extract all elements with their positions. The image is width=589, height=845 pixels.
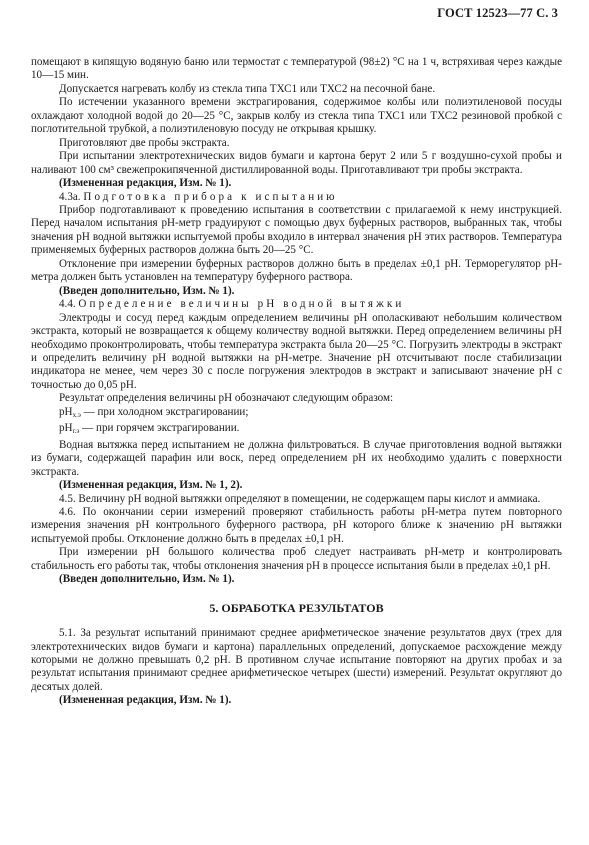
amendment-note: (Измененная редакция, Изм. № 1). [59, 177, 232, 190]
clause-heading-4-4 [31, 298, 562, 311]
paragraph: 4.6. По окончании серии измерений проверяют стабильность работы рН-метра путем повторного измерения значения рН контрольного буферного раствора, рН которого ближе к значению рН вытяжки испытуемой пробы. Отклонение должно быть в пределах ±0,1 рН. [31, 505, 562, 545]
paragraph: Отклонение при измерении буферных растворов должно быть в пределах ±0,1 рН. Терморегулятор рН-метра должен быть установлен на температуру буферного раствора. [31, 257, 562, 284]
document-body [31, 56, 562, 708]
clause-number: 4.4. [59, 298, 76, 311]
paragraph: Допускается нагревать колбу из стекла типа ТХС1 или ТХС2 на песочной бане. [59, 82, 436, 95]
section-title: 5. ОБРАБОТКА РЕЗУЛЬТАТОВ [209, 600, 384, 615]
paragraph: По истечении указанного времени экстрагирования, содержимое колбы или полиэтиленовой посуды охлаждают холодной водой до 20—25 °С, закрыв колбу из стекла типа ТХС1 или ТХС2 резиновой пробкой с поглотительной трубкой, а полиэтиленовую посуду не открывая крышку. [31, 96, 562, 136]
paragraph: Результат определения величины рН обозначают следующим образом: [59, 392, 394, 405]
clause-number: 4.3а. [59, 190, 81, 203]
ph-notation-cold: $рН_{х.э}$ — при холодном экстрагировании; [59, 405, 249, 419]
clause-title: Подготовка прибора к испытанию [83, 190, 338, 203]
paragraph: 5.1. За результат испытаний принимают среднее арифметическое значение результатов двух (трех для электротехнических видов бумаги и картона) параллельных определений, допускаемое расхождение между которыми не должно превышать 0,2 рН. В противном случае испытание повторяют на других пробах и за результат испытания принимают среднее арифметическое четырех (шести) измерений. Результат округляют до десятых долей. [31, 627, 562, 693]
amendment-note: (Введен дополнительно, Изм. № 1). [59, 284, 235, 297]
ph-notation-hot: $рН_{г.э}$ — при горячем экстрагировании. [59, 422, 240, 436]
paragraph: помещают в кипящую водяную баню или термостат с температурой (98±2) °С на 1 ч, встряхивая через каждые 10—15 мин. [31, 56, 562, 82]
page-header: ГОСТ 12523—77 С. 3 [437, 6, 558, 20]
paragraph: При испытании электротехнических видов бумаги и картона берут 2 или 5 г воздушно-сухой пробы и наливают 100 см³ свежепрокипяченной дистиллированной воды. Приготавливают три пробы экстракта. [31, 150, 562, 176]
paragraph: Электроды и сосуд перед каждым определением величины рН ополаскивают небольшим количеством экстракта, который не возвращается к общему количеству водной вытяжки. Перед определением величины рН необходимо проконтролировать, чтобы температура экстракта была 20—25 °С. Погрузить электроды в экстракт и определить величину рН водной вытяжки на рН-метре. Значение рН отсчитывают после стабилизации индикатора не менее, чем через 30 с после погружения электродов в экстракт и записывают значение рН с точностью до 0,05 рН. [31, 311, 562, 391]
paragraph: Приготовляют две пробы экстракта. [59, 136, 230, 149]
amendment-note: (Измененная редакция, Изм. № 1). [59, 694, 232, 707]
paragraph: Водная вытяжка перед испытанием не должна фильтроваться. В случае приготовления водной вытяжки из бумаги, содержащей парафин или воск, перед определением рН их необходимо удалить с поверхности экстракта. [31, 438, 562, 478]
paragraph: Прибор подготавливают к проведению испытания в соответствии с прилагаемой к нему инструкцией. Перед началом испытания рН-метр градуируют с помощью двух буферных растворов, выбранных так, чтобы значения рН водной вытяжки испытуемой пробы входило в интервал значения рН этих растворов. Температура применяемых буферных растворов должна быть 20—25 °С. [31, 203, 562, 257]
clause-heading-4-3a [31, 191, 562, 204]
paragraph: При измерении рН большого количества проб следует настраивать рН-метр и контролировать стабильность его работы так, чтобы отклонения значения рН в процессе испытания были в пределах ±0,1 рН. [31, 546, 562, 572]
paragraph: 4.5. Величину рН водной вытяжки определяют в помещении, не содержащем пары кислот и аммиака. [59, 492, 541, 505]
amendment-note: (Введен дополнительно, Изм. № 1). [59, 573, 235, 586]
clause-title: Определение величины рН водной вытяжки [78, 298, 405, 311]
amendment-note: (Измененная редакция, Изм. № 1, 2). [59, 479, 243, 492]
